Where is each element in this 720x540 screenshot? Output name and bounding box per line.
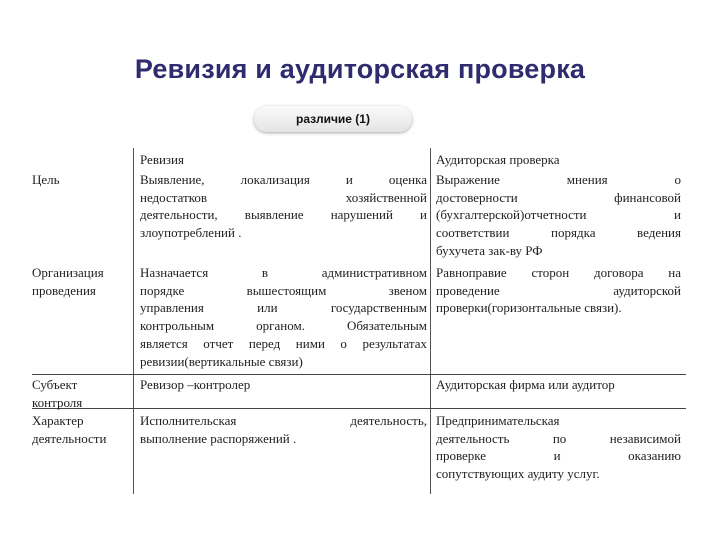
column-divider-2 bbox=[430, 148, 431, 494]
organization-revision: Назначается в административном порядке вышестоящим звеном управления или государственным контрольным органом. Обязательным является отчет перед ними о результатах ревизии(вертикальные связи) bbox=[140, 265, 427, 369]
activity-audit: Предпринимательская деятельность по независимой проверке и оказанию сопутствующих аудиту услуг. bbox=[436, 413, 681, 482]
row-divider-1 bbox=[32, 374, 686, 375]
activity-revision: Исполнительская деятельность, выполнение распоряжений . bbox=[140, 413, 427, 446]
organization-audit: Равноправие сторон договора на проведение аудиторской проверки(горизонтальные связи). bbox=[436, 265, 681, 316]
row-label-activity: Характер деятельности bbox=[32, 413, 107, 446]
row-label-organization: Организация проведения bbox=[32, 265, 104, 298]
subject-revision: Ревизор –контролер bbox=[140, 377, 251, 392]
header-revision: Ревизия bbox=[140, 152, 184, 167]
slide-title: Ревизия и аудиторская проверка bbox=[134, 54, 586, 84]
difference-badge: различие (1) bbox=[254, 106, 412, 132]
row-label-goal: Цель bbox=[32, 172, 60, 187]
goal-audit: Выражение мнения о достоверности финансовой (бухгалтерской)отчетности и соответствии порядка ведения бухучета зак-ву РФ bbox=[436, 172, 681, 258]
goal-revision: Выявление, локализация и оценка недостатков хозяйственной деятельности, выявление нарушений и злоупотреблений . bbox=[140, 172, 427, 241]
column-divider-1 bbox=[133, 148, 134, 494]
subject-audit: Аудиторская фирма или аудитор bbox=[436, 377, 615, 392]
row-divider-2 bbox=[32, 408, 686, 409]
header-audit: Аудиторская проверка bbox=[436, 152, 560, 167]
row-label-subject: Субъект контроля bbox=[32, 377, 83, 410]
